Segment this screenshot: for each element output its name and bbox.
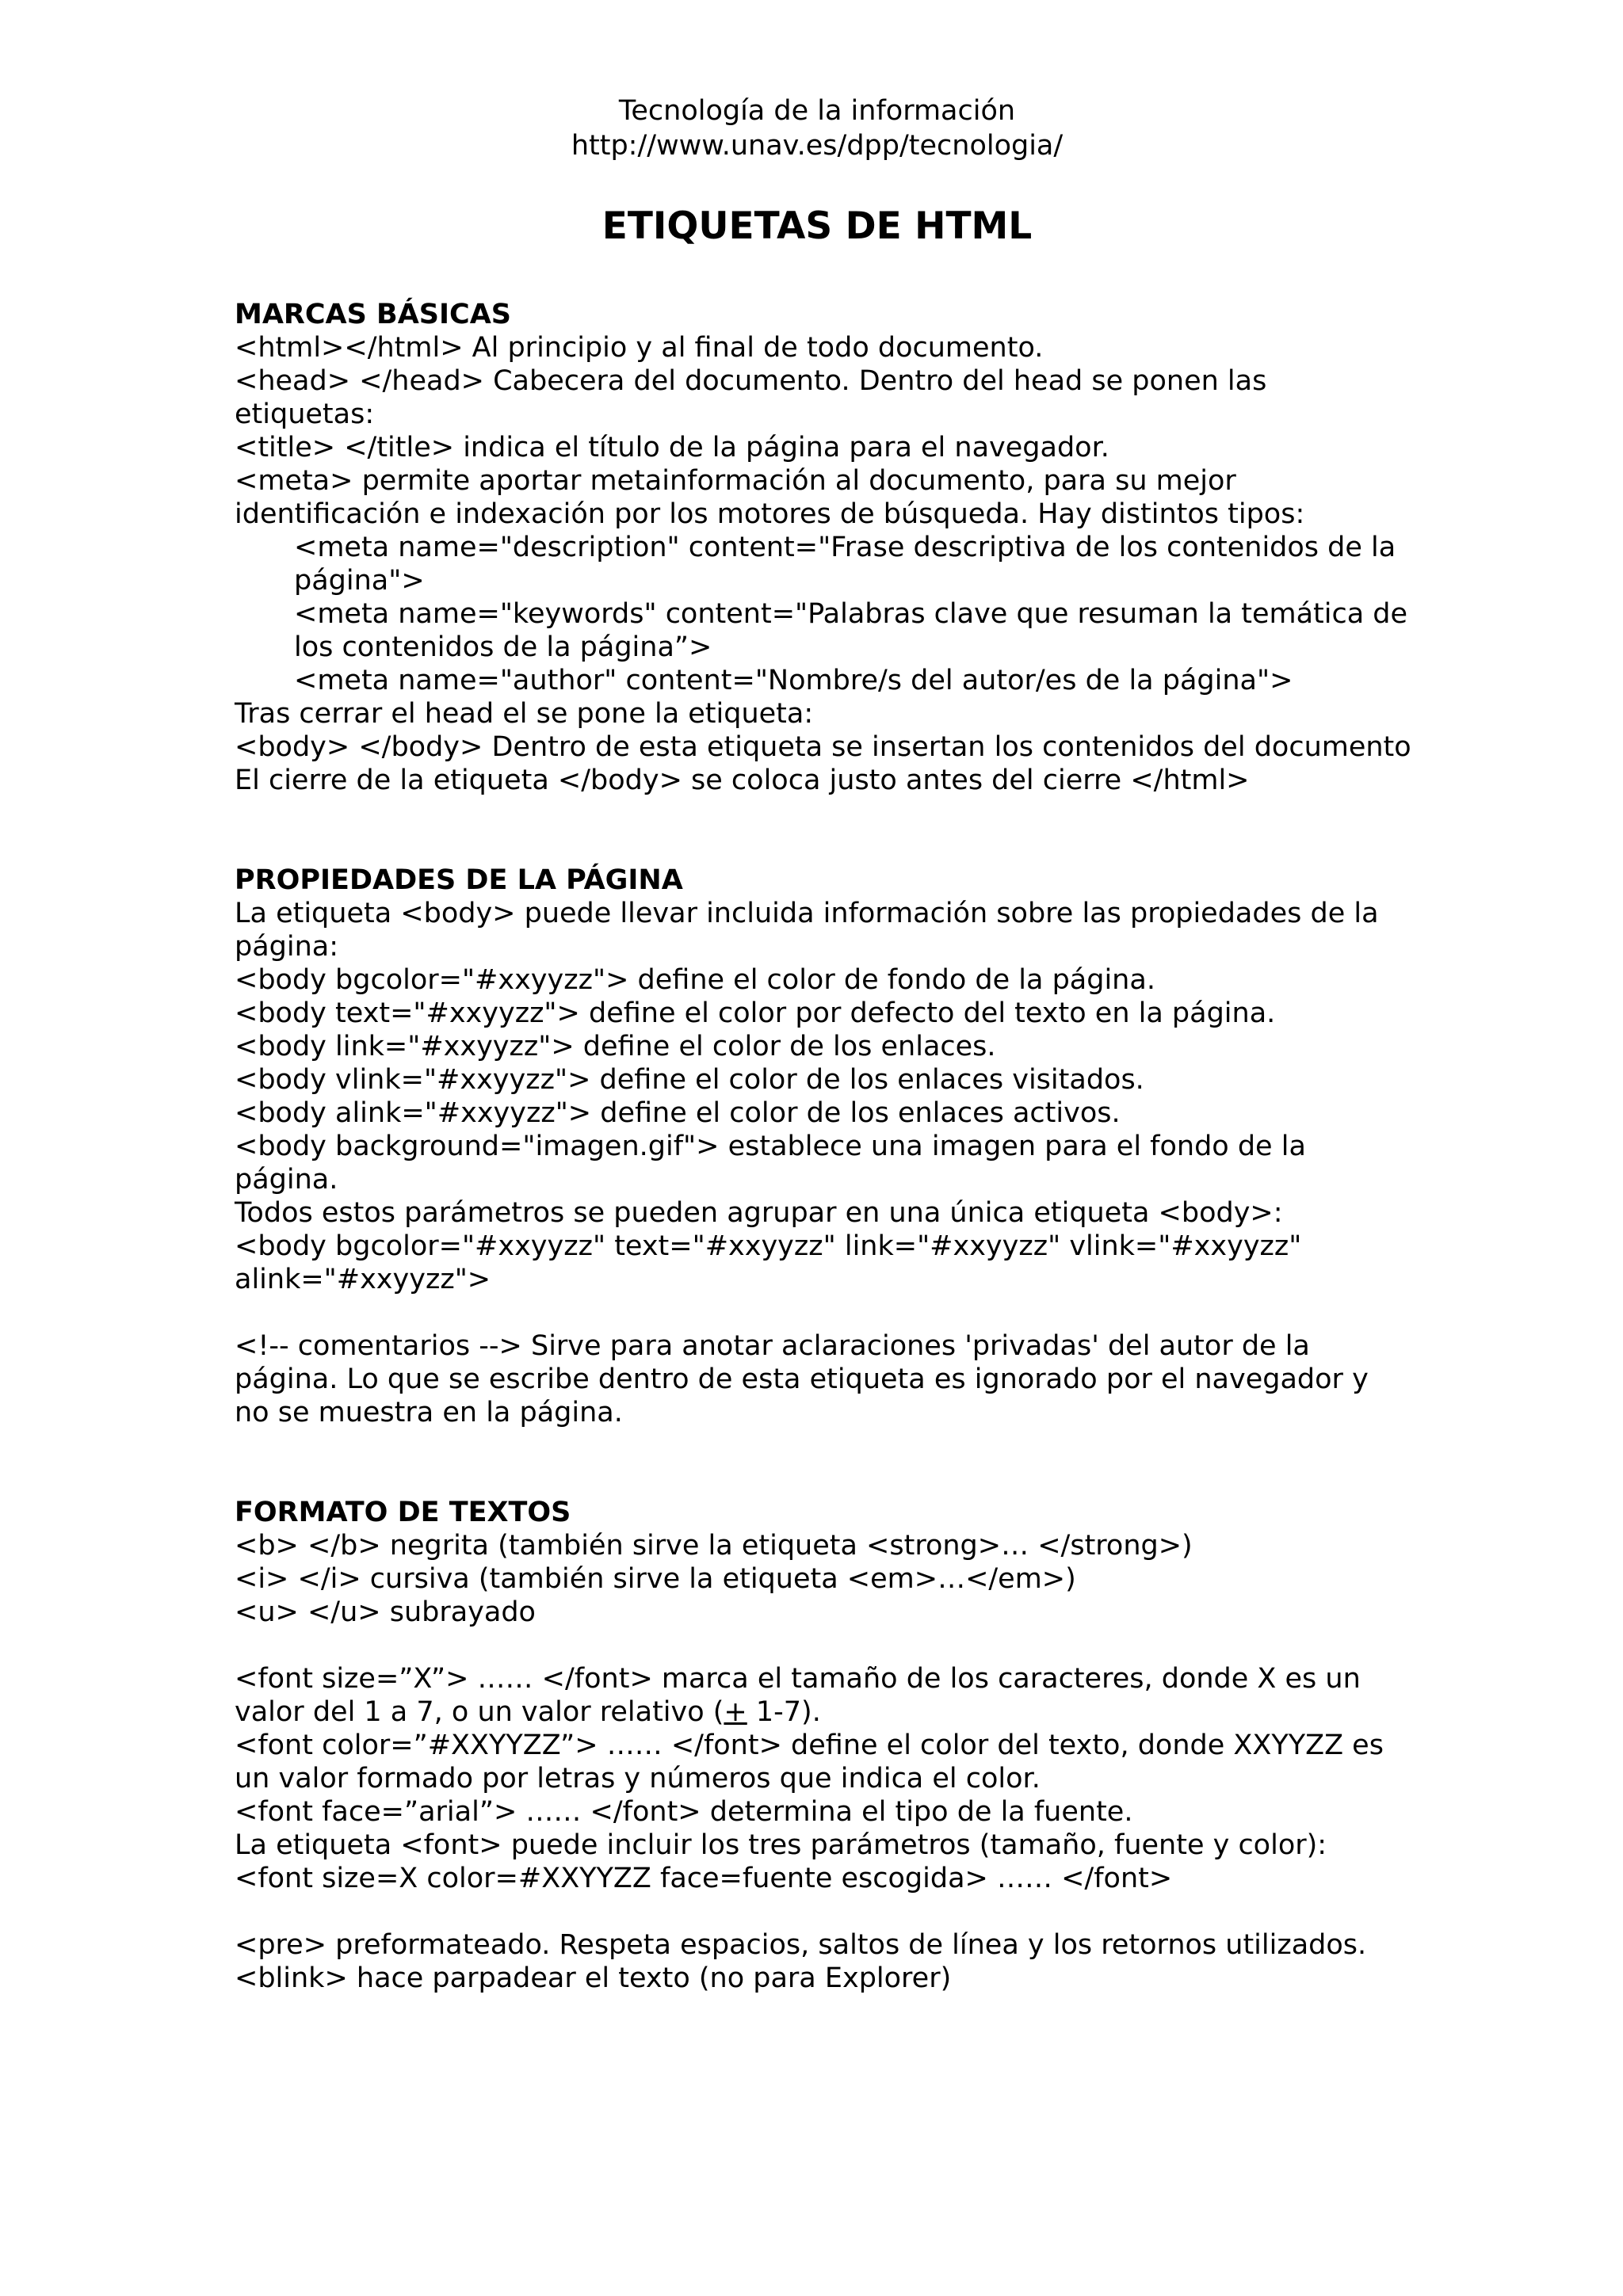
text-line [235, 1695, 1423, 1729]
text-line: etiquetas: [235, 399, 375, 430]
text-fragment: 1-7). [747, 1696, 821, 1728]
text-line: <body background="imagen.gif"> establece una imagen para el fondo de la [235, 1131, 1306, 1162]
spacer [235, 1296, 1423, 1329]
indented-line: página"> [294, 565, 425, 597]
text-line: Tras cerrar el head el se pone la etiqueta: [235, 698, 814, 730]
text-line: página. Lo que se escribe dentro de esta etiqueta es ignorado por el navegador y [235, 1363, 1369, 1395]
text-line: página. [235, 1164, 338, 1196]
section-basic [235, 298, 1423, 797]
text-line: identificación e indexación por los motores de búsqueda. Hay distintos tipos: [235, 498, 1305, 530]
section-heading-basic: MARCAS BÁSICAS [235, 299, 512, 330]
text-line: La etiqueta <body> puede llevar incluida información sobre las propiedades de la [235, 898, 1379, 929]
text-line: <i> </i> cursiva (también sirve la etiqueta <em>…</em>) [235, 1563, 1076, 1595]
section-text-format [235, 1496, 1423, 1995]
text-line: <font face=”arial”> …… </font> determina el tipo de la fuente. [235, 1796, 1133, 1828]
text-line: un valor formado por letras y números que indica el color. [235, 1763, 1041, 1794]
spacer [235, 797, 1423, 864]
text-line: <title> </title> indica el título de la página para el navegador. [235, 432, 1109, 463]
text-line: <head> </head> Cabecera del documento. Dentro del head se ponen las [235, 365, 1267, 397]
section-heading-page-properties: PROPIEDADES DE LA PÁGINA [235, 864, 683, 896]
header-course-title: Tecnología de la información [618, 95, 1016, 127]
text-fragment: valor del 1 a 7, o un valor relativo ( [235, 1696, 724, 1728]
spacer [235, 1429, 1423, 1496]
indented-line: <meta name="keywords" content="Palabras clave que resuman la temática de [294, 598, 1408, 630]
section-heading-text-format: FORMATO DE TEXTOS [235, 1497, 571, 1528]
text-line: <body bgcolor="#xxyyzz"> define el color de fondo de la página. [235, 964, 1155, 996]
text-line: <u> </u> subrayado [235, 1596, 536, 1628]
text-line: Todos estos parámetros se pueden agrupar en una única etiqueta <body>: [235, 1197, 1283, 1229]
text-line: <b> </b> negrita (también sirve la etiqueta <strong>… </strong>) [235, 1530, 1193, 1562]
text-line: página: [235, 931, 339, 963]
text-line: <body bgcolor="#xxyyzz" text="#xxyyzz" link="#xxyyzz" vlink="#xxyyzz" [235, 1230, 1302, 1262]
text-line: <body link="#xxyyzz"> define el color de los enlaces. [235, 1031, 996, 1062]
text-line: <!-- comentarios --> Sirve para anotar aclaraciones 'privadas' del autor de la [235, 1330, 1310, 1362]
text-line: <blink> hace parpadear el texto (no para Explorer) [235, 1962, 952, 1994]
text-line: no se muestra en la página. [235, 1397, 623, 1428]
document-page [235, 93, 1423, 1995]
spacer [235, 1629, 1423, 1662]
spacer [235, 1895, 1423, 1928]
text-line: <font color=”#XXYYZZ”> …… </font> define el color del texto, donde XXYYZZ es [235, 1730, 1384, 1761]
indented-line: <meta name="author" content="Nombre/s del autor/es de la página"> [294, 665, 1293, 696]
text-line: La etiqueta <font> puede incluir los tres parámetros (tamaño, fuente y color): [235, 1829, 1327, 1861]
text-line: <meta> permite aportar metainformación al documento, para su mejor [235, 465, 1236, 497]
text-line: <html></html> Al principio y al final de todo documento. [235, 332, 1044, 364]
indented-line: los contenidos de la página”> [294, 631, 712, 663]
text-line: <pre> preformateado. Respeta espacios, saltos de línea y los retornos utilizados. [235, 1929, 1367, 1961]
text-line: <body> </body> Dentro de esta etiqueta se insertan los contenidos del documento [235, 731, 1411, 763]
text-line: <body vlink="#xxyyzz"> define el color de los enlaces visitados. [235, 1064, 1144, 1096]
text-line: <font size=X color=#XXYYZZ face=fuente escogida> …… </font> [235, 1863, 1173, 1894]
text-line: <body text="#xxyyzz"> define el color por defecto del texto en la página. [235, 997, 1276, 1029]
section-page-properties [235, 864, 1423, 1429]
plus-minus-sign: + [724, 1696, 747, 1728]
header-url: http://www.unav.es/dpp/tecnologia/ [571, 130, 1064, 162]
indented-line: <meta name="description" content="Frase descriptiva de los contenidos de la [294, 532, 1396, 563]
document-header [235, 93, 1400, 163]
text-line: <font size=”X”> …… </font> marca el tamaño de los caracteres, donde X es un [235, 1663, 1361, 1695]
text-line: alink="#xxyyzz"> [235, 1264, 491, 1295]
text-line: El cierre de la etiqueta </body> se coloca justo antes del cierre </html> [235, 765, 1250, 796]
text-line: <body alink="#xxyyzz"> define el color de los enlaces activos. [235, 1097, 1121, 1129]
document-title: ETIQUETAS DE HTML [601, 204, 1033, 248]
